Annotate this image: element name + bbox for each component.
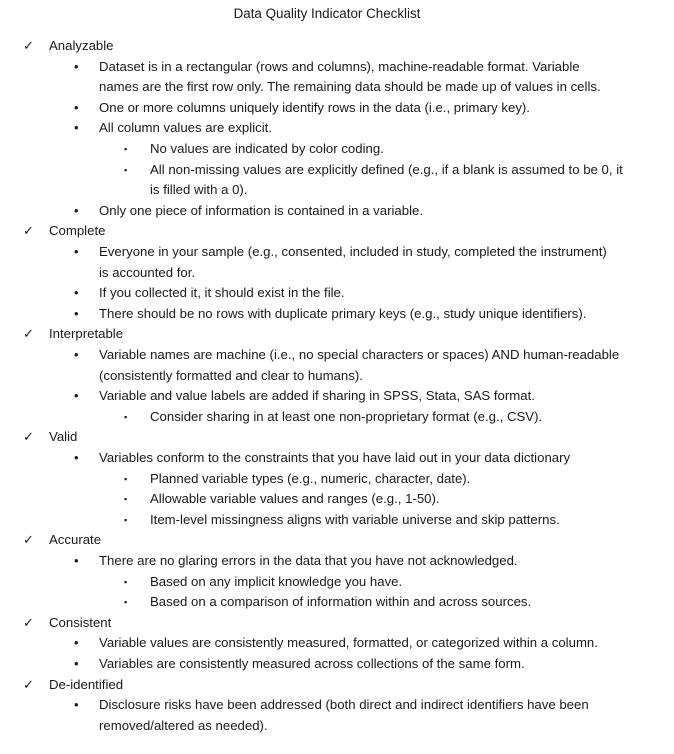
bullet-icon: • — [74, 450, 79, 465]
sub-bullet-icon: ▪ — [124, 473, 128, 484]
checkmark-icon: ✓ — [23, 223, 34, 239]
checkmark-icon: ✓ — [23, 532, 34, 548]
subitem-text: is filled with a 0). — [150, 182, 248, 198]
item-text: Only one piece of information is contained in a variable. — [99, 202, 424, 218]
item-text: Disclosure risks have been addressed (both direct and indirect identifiers have been — [99, 697, 589, 713]
bullet-icon: • — [74, 697, 79, 713]
section-label: Analyzable — [49, 38, 114, 53]
item-text: One or more columns uniquely identify rows in the data (i.e., primary key). — [99, 99, 530, 115]
bullet-icon: • — [74, 285, 79, 301]
item-text: is accounted for. — [99, 264, 196, 280]
subitem-text: No values are indicated by color coding. — [150, 141, 384, 156]
item-text: names are the first row only. The remaining data should be made up of values in cells. — [99, 79, 601, 95]
sub-bullet-icon: ▪ — [124, 514, 128, 525]
checkmark-icon: ✓ — [23, 38, 34, 53]
item-text: There should be no rows with duplicate primary keys (e.g., study unique identifiers). — [99, 305, 587, 321]
bullet-icon: • — [74, 388, 79, 404]
item-text: Variables are consistently measured across collections of the same form. — [99, 656, 525, 671]
bullet-icon: • — [74, 120, 79, 136]
document-title: Data Quality Indicator Checklist — [233, 6, 421, 21]
item-text: There are no glaring errors in the data that you have not acknowledged. — [99, 553, 518, 568]
checkmark-icon: ✓ — [23, 326, 34, 342]
bullet-icon: • — [74, 244, 79, 259]
sub-bullet-icon: ▪ — [124, 144, 128, 154]
section-label: De-identified — [49, 676, 124, 692]
section-label: Interpretable — [49, 326, 124, 342]
subitem-text: Consider sharing in at least one non-proprietary format (e.g., CSV). — [150, 408, 543, 424]
section-label: Complete — [49, 223, 106, 239]
item-text: (consistently formatted and clear to humans). — [99, 367, 363, 383]
checkmark-icon: ✓ — [23, 676, 34, 692]
bullet-icon: • — [74, 99, 79, 115]
sub-bullet-icon: ▪ — [124, 597, 128, 608]
sub-bullet-icon: ▪ — [124, 164, 128, 175]
subitem-text: Based on a comparison of information within and across sources. — [150, 594, 532, 610]
sub-bullet-icon: ▪ — [124, 576, 128, 587]
item-text: removed/altered as needed). — [99, 717, 268, 733]
item-text: Variables conform to the constraints that you have laid out in your data dictionary — [99, 450, 571, 465]
item-text: All column values are explicit. — [99, 120, 272, 136]
item-text: Variable and value labels are added if sharing in SPSS, Stata, SAS format. — [99, 388, 535, 404]
item-text: Variable values are consistently measured, formatted, or categorized within a column. — [99, 635, 598, 651]
subitem-text: Based on any implicit knowledge you have. — [150, 573, 403, 589]
section-label: Valid — [49, 429, 78, 445]
subitem-text: Item-level missingness aligns with variable universe and skip patterns. — [150, 511, 560, 527]
section-label: Accurate — [49, 532, 102, 548]
subitem-text: All non-missing values are explicitly defined (e.g., if a blank is assumed to be 0, it — [150, 161, 623, 177]
sub-bullet-icon: ▪ — [124, 411, 128, 422]
section-label: Consistent — [49, 614, 112, 630]
bullet-icon: • — [74, 656, 79, 671]
bullet-icon: • — [74, 553, 79, 568]
item-text: If you collected it, it should exist in the file. — [99, 285, 345, 301]
bullet-icon: • — [74, 305, 79, 321]
checkmark-icon: ✓ — [23, 429, 34, 445]
bullet-icon: • — [74, 635, 79, 651]
item-text: Everyone in your sample (e.g., consented, included in study, completed the instrument) — [99, 244, 607, 259]
item-text: Variable names are machine (i.e., no special characters or spaces) AND human-readable — [99, 347, 620, 362]
checkmark-icon: ✓ — [23, 614, 34, 630]
bullet-icon: • — [74, 202, 79, 218]
bullet-icon: • — [74, 347, 79, 362]
bullet-icon: • — [74, 58, 79, 74]
item-text: Dataset is in a rectangular (rows and columns), machine-readable format. Variable — [99, 58, 580, 74]
sub-bullet-icon: ▪ — [124, 494, 128, 505]
subitem-text: Planned variable types (e.g., numeric, character, date). — [150, 470, 471, 486]
subitem-text: Allowable variable values and ranges (e.g., 1-50). — [150, 491, 440, 507]
